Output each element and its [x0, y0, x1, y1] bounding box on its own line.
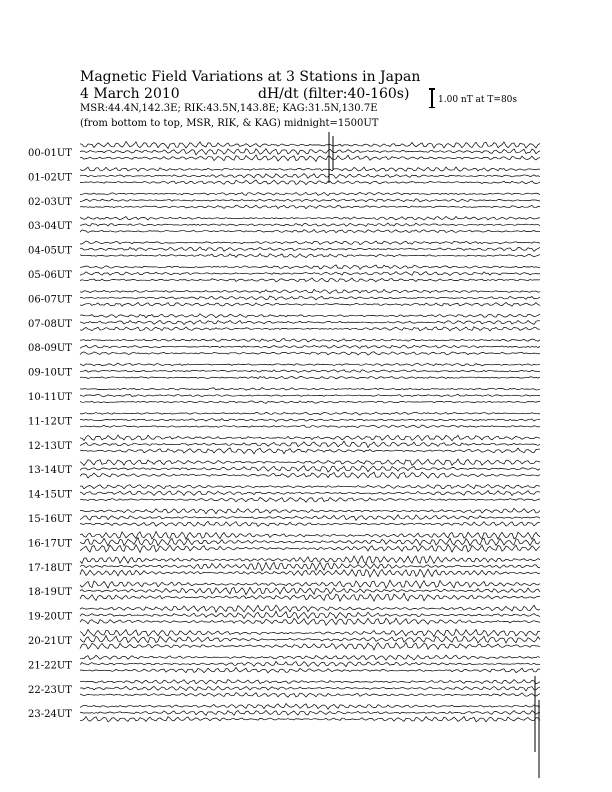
trace-msr: [80, 254, 540, 258]
trace-rik: [80, 538, 540, 546]
trace-msr: [80, 327, 540, 331]
trace-msr: [80, 569, 540, 577]
filter-label: dH/dt (filter:40-160s): [258, 86, 410, 102]
trace-rik: [80, 345, 540, 348]
trace-kag: [80, 655, 540, 660]
trace-rik: [80, 611, 540, 619]
trace-msr: [80, 521, 540, 526]
trace-msr: [80, 278, 540, 282]
trace-kag: [80, 556, 540, 564]
trace-kag: [80, 141, 540, 148]
hour-label: 16-17UT: [28, 538, 72, 550]
trace-rik: [80, 419, 540, 422]
trace-rik: [80, 149, 540, 155]
hour-label: 09-10UT: [28, 367, 72, 379]
trace-kag: [80, 459, 540, 466]
trace-rik: [80, 370, 540, 373]
trace-rik: [80, 686, 540, 691]
trace-kag: [80, 265, 540, 269]
trace-kag: [80, 167, 540, 171]
hour-label: 23-24UT: [28, 709, 72, 721]
trace-rik: [80, 174, 540, 179]
trace-msr: [80, 376, 540, 379]
trace-rik: [80, 636, 540, 644]
trace-msr: [80, 693, 540, 698]
trace-kag: [80, 680, 540, 685]
hour-label: 22-23UT: [28, 684, 72, 696]
hour-label: 17-18UT: [28, 562, 72, 574]
trace-kag: [80, 216, 540, 220]
trace-rik: [80, 441, 540, 447]
trace-msr: [80, 545, 540, 553]
trace-rik: [80, 394, 540, 396]
trace-kag: [80, 338, 540, 342]
trace-rik: [80, 223, 540, 226]
trace-msr: [80, 498, 540, 503]
hour-label: 01-02UT: [28, 172, 72, 184]
date-label: 4 March 2010: [80, 86, 180, 102]
hour-label: 13-14UT: [28, 465, 72, 477]
trace-kag: [80, 412, 540, 415]
trace-kag: [80, 289, 540, 293]
hour-label: 00-01UT: [28, 148, 72, 159]
trace-rik: [80, 491, 540, 496]
trace-kag: [80, 531, 540, 539]
trace-kag: [80, 192, 540, 195]
trace-msr: [80, 593, 540, 601]
trace-msr: [80, 155, 540, 162]
trace-rik: [80, 199, 540, 202]
hour-label: 15-16UT: [28, 514, 72, 525]
hour-label: 03-04UT: [28, 221, 72, 233]
trace-msr: [80, 472, 540, 478]
trace-rik: [80, 661, 540, 666]
hour-label: 05-06UT: [28, 270, 72, 281]
trace-msr: [80, 448, 540, 454]
trace-kag: [80, 241, 540, 245]
chart-title: Magnetic Field Variations at 3 Stations in Japan: [80, 69, 421, 85]
trace-msr: [80, 401, 540, 403]
trace-rik: [80, 247, 540, 251]
trace-rik: [80, 296, 540, 300]
trace-msr: [80, 668, 540, 673]
hour-label: 18-19UT: [28, 587, 72, 599]
hour-label: 21-22UT: [28, 660, 72, 672]
trace-rik: [80, 320, 540, 324]
trace-msr: [80, 717, 540, 722]
hour-label: 02-03UT: [28, 196, 72, 208]
trace-order-note: (from bottom to top, MSR, RIK, & KAG) midnight=1500UT: [80, 118, 379, 129]
trace-kag: [80, 508, 540, 514]
trace-rik: [80, 466, 540, 472]
trace-rik: [80, 272, 540, 276]
hour-label: 12-13UT: [28, 440, 72, 452]
trace-msr: [80, 643, 540, 650]
hour-label: 06-07UT: [28, 294, 72, 306]
trace-kag: [80, 388, 540, 391]
trace-kag: [80, 435, 540, 441]
trace-kag: [80, 314, 540, 318]
station-coordinates: MSR:44.4N,142.3E; RIK:43.5N,143.8E; KAG:31.5N,130.7E: [80, 103, 378, 114]
trace-msr: [80, 205, 540, 208]
trace-kag: [80, 363, 540, 366]
trace-kag: [80, 580, 540, 588]
trace-rik: [80, 515, 540, 520]
trace-kag: [80, 629, 540, 637]
hour-label: 04-05UT: [28, 245, 72, 257]
hour-label: 19-20UT: [28, 611, 72, 623]
trace-msr: [80, 303, 540, 307]
trace-kag: [80, 704, 540, 710]
trace-rik: [80, 562, 540, 571]
trace-rik: [80, 710, 540, 715]
trace-kag: [80, 605, 540, 612]
hour-label: 07-08UT: [28, 318, 72, 330]
scale-label: 1.00 nT at T=80s: [438, 95, 518, 105]
hour-label: 14-15UT: [28, 489, 72, 501]
trace-msr: [80, 352, 540, 355]
trace-msr: [80, 425, 540, 428]
trace-msr: [80, 618, 540, 625]
hour-label: 10-11UT: [28, 392, 72, 403]
trace-msr: [80, 230, 540, 233]
trace-kag: [80, 484, 540, 489]
hour-label: 08-09UT: [28, 343, 72, 355]
trace-rik: [80, 587, 540, 595]
trace-msr: [80, 180, 540, 185]
hour-label: 20-21UT: [28, 636, 72, 647]
hour-label: 11-12UT: [28, 416, 72, 428]
